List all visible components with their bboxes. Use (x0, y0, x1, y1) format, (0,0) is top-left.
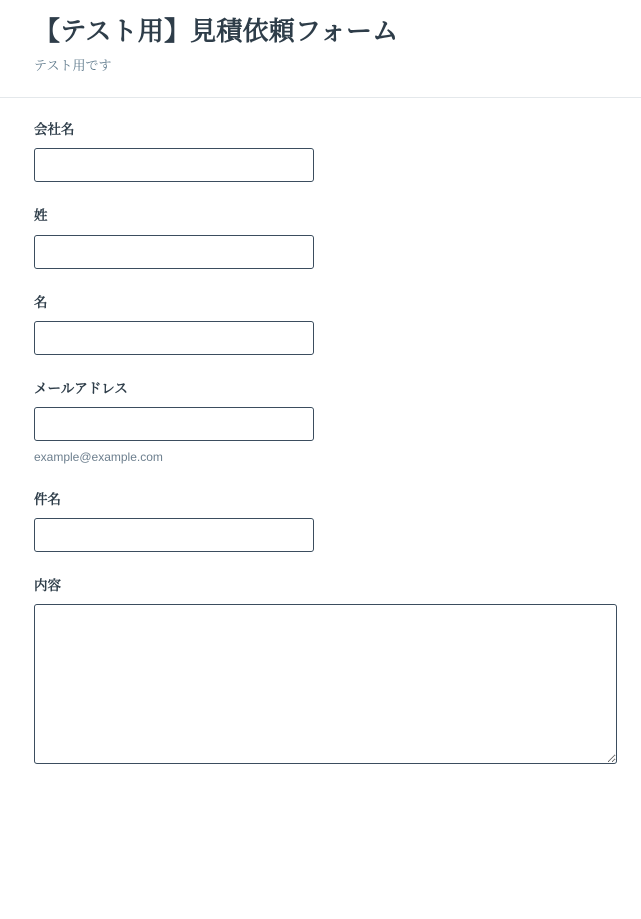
field-email (34, 381, 607, 466)
field-subject (34, 492, 607, 552)
field-message (34, 578, 607, 764)
page-title: 【テスト用】見積依頼フォーム (34, 16, 399, 46)
field-label-first-name: 名 (34, 294, 48, 310)
subject-input[interactable] (34, 518, 314, 552)
field-last-name (34, 208, 607, 268)
email-help-text: example@example.com (34, 450, 163, 465)
field-label-last-name: 姓 (34, 208, 48, 224)
first-name-input[interactable] (34, 321, 314, 355)
form-header (0, 0, 641, 75)
field-label-subject: 件名 (34, 491, 61, 507)
page-subtitle: テスト用です (34, 58, 112, 74)
message-textarea[interactable] (34, 604, 617, 764)
form-body (0, 98, 641, 764)
field-company-name (34, 122, 607, 182)
email-input[interactable] (34, 407, 314, 441)
company-name-input[interactable] (34, 148, 314, 182)
field-label-message: 内容 (34, 577, 61, 593)
field-label-email: メールアドレス (34, 380, 128, 396)
field-first-name (34, 295, 607, 355)
field-label-company-name: 会社名 (34, 122, 75, 138)
last-name-input[interactable] (34, 235, 314, 269)
